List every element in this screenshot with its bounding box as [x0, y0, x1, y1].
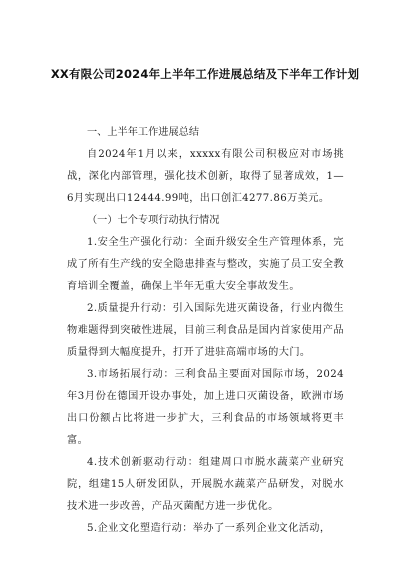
list-item: 4.技术创新驱动行动：组建周口市脱水蔬菜产业研究院，组建15人研发团队，开展脱水蔬菜产品研发，对脱水技术进一步改善，产品灭菌配方进一步优化。: [67, 457, 344, 512]
section-heading: 一、上半年工作进展总结: [87, 127, 200, 138]
document-body: [67, 122, 344, 540]
document-title: XX有限公司2024年上半年工作进展总结及下半年工作计划: [50, 67, 360, 81]
list-item: 1.安全生产强化行动：全面升级安全生产管理体系，完成了所有生产线的安全隐患排查与整改，实施了员工安全教育培训全覆盖，确保上半年无重大安全事故发生。: [67, 237, 344, 292]
list-item: 3.市场拓展行动：三利食品主要面对国际市场，2024年3月份在德国开设办事处，加上进口灭菌设备，欧洲市场出口份额占比将进一步扩大，三利食品的市场领域将更丰富。: [67, 369, 344, 446]
intro-paragraph: 自2024年1月以来，xxxxx有限公司积极应对市场挑战，深化内部管理，强化技术创新，取得了显著成效，1—6月实现出口12444.99吨，出口创汇4277.86万美元。: [67, 149, 344, 204]
subsection-heading: （一）七个专项行动执行情况: [87, 215, 220, 226]
list-item: 2.质量提升行动：引入国际先进灭菌设备，行业内微生物难题得到突破性进展，目前三利食品是国内首家使用产品质量得到大幅度提升，打开了进驻高端市场的大门。: [67, 303, 344, 358]
list-item: 5.企业文化塑造行动：举办了一系列企业文化活动，: [87, 523, 331, 534]
